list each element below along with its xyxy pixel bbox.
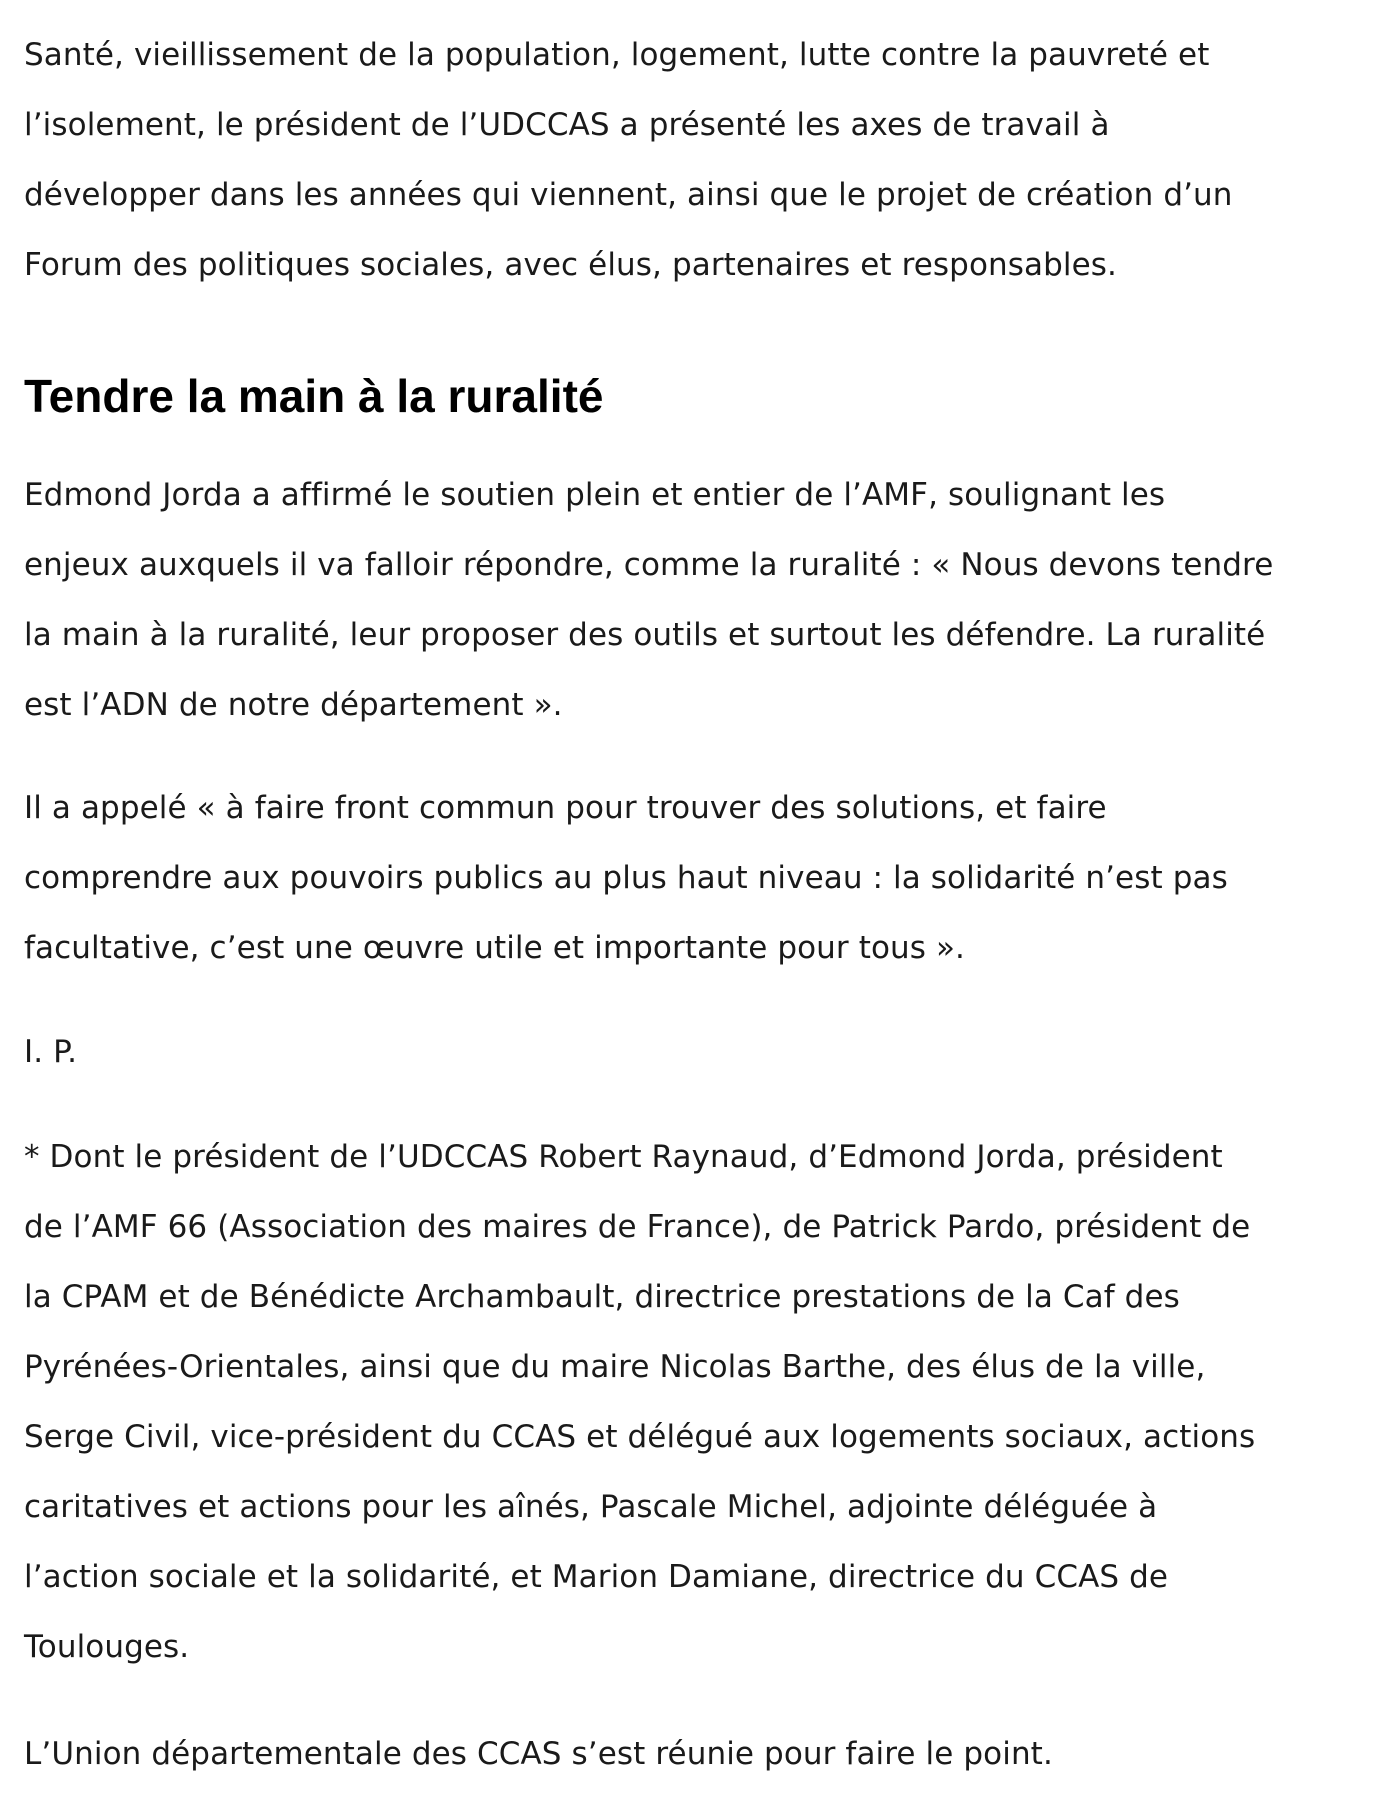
paragraph-front-commun: Il a appelé « à faire front commun pour trouver des solutions, et faire comprendre aux pouvoirs publics au plus haut niveau : la solidarité n’est pas facultative, c’est une œuvre utile et importante pour tous ».: [24, 790, 1228, 966]
intro-paragraph: Santé, vieillissement de la population, logement, lutte contre la pauvreté et l’isolement, le président de l’UDCCAS a présenté les axes de travail à développer dans les années qui viennent, ainsi que le projet de création d’un Forum des politiques sociales, avec élus, partenaires et responsables.: [24, 37, 1233, 283]
photo-caption: L’Union départementale des CCAS s’est réunie pour faire le point.: [24, 1736, 1053, 1772]
section-heading: Tendre la main à la ruralité: [24, 370, 604, 422]
footnote-participants: * Dont le président de l’UDCCAS Robert Raynaud, d’Edmond Jorda, président de l’AMF 66 (Association des maires de France), de Patrick Pardo, président de la CPAM et de Bénédicte Archambault, directrice prestations de la Caf des Pyrénées-Orientales, ainsi que du maire Nicolas Barthe, des élus de la ville, Serge Civil, vice-président du CCAS et délégué aux logements sociaux, actions caritatives et actions pour les aînés, Pascale Michel, adjointe déléguée à l’action sociale et la solidarité, et Marion Damiane, directrice du CCAS de Toulouges.: [24, 1139, 1256, 1665]
author-signature: I. P.: [24, 1034, 78, 1070]
paragraph-ruralite: Edmond Jorda a affirmé le soutien plein et entier de l’AMF, soulignant les enjeux auxquels il va falloir répondre, comme la ruralité : « Nous devons tendre la main à la ruralité, leur proposer des outils et surtout les défendre. La ruralité est l’ADN de notre département ».: [24, 477, 1274, 723]
